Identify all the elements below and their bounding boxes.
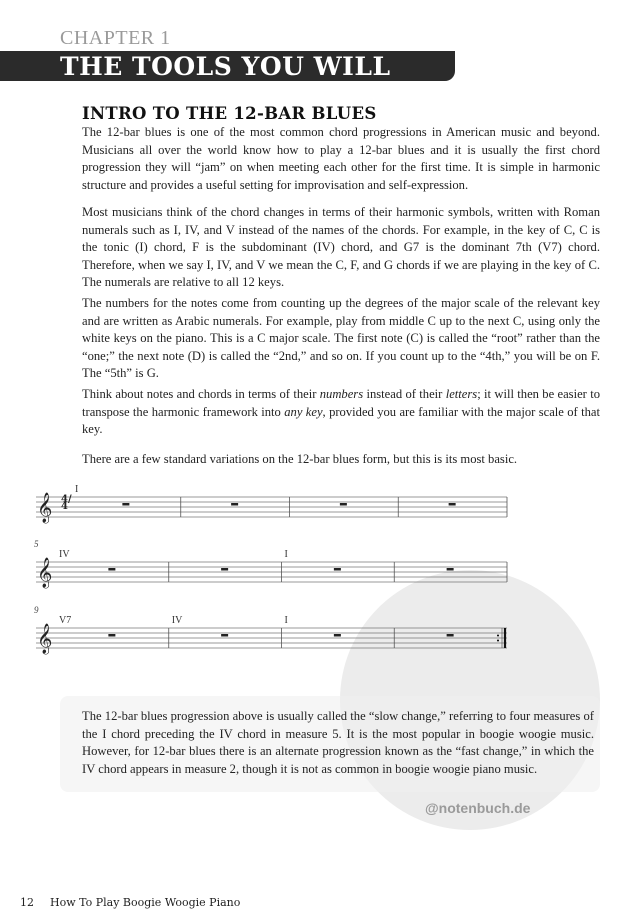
music-score xyxy=(0,470,640,670)
whole-rest xyxy=(231,503,238,506)
paragraph-closing: The 12-bar blues progression above is usually called the “slow change,” referring to four measures of the I chord preceding the IV chord in measure 5. It is the most popular in boogie woogie music. However, for 12-bar blues there is an alternate progression known as the “fast change,” in which the IV chord appears in measure 2, though it is not as common in boogie woogie piano music. xyxy=(82,709,594,776)
chord-symbol: I xyxy=(75,484,79,495)
measure-number: 5 xyxy=(34,539,39,549)
section-title: INTRO TO THE 12-BAR BLUES xyxy=(82,104,377,123)
text: , provided you are familiar with the major scale of that key. xyxy=(82,404,601,437)
whole-rest xyxy=(122,503,129,506)
treble-clef-icon: 𝄞 xyxy=(37,624,53,654)
paragraph-variations: There are a few standard variations on the 12-bar blues form, but this is its most basic. xyxy=(82,452,518,466)
paragraph-transpose xyxy=(82,386,600,439)
repeat-dot xyxy=(497,635,499,637)
book-title: How To Play Boogie Woogie Piano xyxy=(50,896,241,909)
chord-symbol: I xyxy=(284,549,288,560)
whole-rest xyxy=(447,568,454,571)
paragraph-intro: The 12-bar blues is one of the most common chord progressions in American music and beyond. Musicians all over the world know how to play a 12-bar blues and it is usually the first chord progression they will “jam” on when meeting each other for the first time. It is simple in harmonic structure and provides a useful setting for improvisation and self-expression. xyxy=(82,125,600,192)
whole-rest xyxy=(221,568,228,571)
emphasis: any key xyxy=(284,404,323,419)
whole-rest xyxy=(221,634,228,637)
time-signature: 4/4 xyxy=(61,494,72,512)
text: ; it will then be easier to transpose the harmonic framework into xyxy=(82,387,600,419)
treble-clef-icon: 𝄞 xyxy=(37,493,53,523)
chord-symbol: IV xyxy=(171,615,183,626)
text: Think about notes and chords in terms of their xyxy=(82,387,320,401)
whole-rest xyxy=(108,634,115,637)
measure-number: 9 xyxy=(34,605,39,615)
chord-symbol: I xyxy=(284,615,288,626)
watermark-text: @notenbuch.de xyxy=(425,800,531,816)
chord-symbol: IV xyxy=(59,549,70,560)
whole-rest xyxy=(449,503,456,506)
whole-rest xyxy=(108,568,115,571)
whole-rest xyxy=(447,634,454,637)
text: instead of their xyxy=(363,387,446,401)
emphasis: letters xyxy=(445,387,478,401)
treble-clef-icon: 𝄞 xyxy=(37,558,53,588)
chapter-title: THE TOOLS YOU WILL NEED xyxy=(60,52,391,110)
whole-rest xyxy=(340,503,347,506)
whole-rest xyxy=(334,634,341,637)
chord-symbol: V7 xyxy=(59,615,72,626)
page-number: 12 xyxy=(20,896,34,909)
paragraph-roman-numerals: Most musicians think of the chord changes in terms of their harmonic symbols, written with Roman numerals such as I, IV, and V instead of the names of the chords. For example, in the key of C, C is the tonic (I) chord, F is the subdominant (IV) chord, and G7 is the dominant 7th (V7) chord. Therefore, when we say I, IV, and V we mean the C, F, and G chords if we are playing in the key of C. The numerals are relative to all 12 keys. xyxy=(82,205,600,290)
chapter-title-banner xyxy=(0,51,455,110)
whole-rest xyxy=(334,568,341,571)
chapter-label: CHAPTER 1 xyxy=(60,27,171,49)
repeat-dot xyxy=(497,640,499,642)
emphasis: numbers xyxy=(319,387,364,401)
paragraph-arabic-numerals: The numbers for the notes come from counting up the degrees of the major scale of the relevant key and are written as Arabic numerals. For example, play from middle C up to the next C, using only the white keys on the piano. This is a C major scale. The first note (C) is called the “root” rather than the “one;” the next note (D) is called the “2nd,” and so on. If you count up to the “4th,” you will be on F. The “5th” is G. xyxy=(82,296,600,381)
